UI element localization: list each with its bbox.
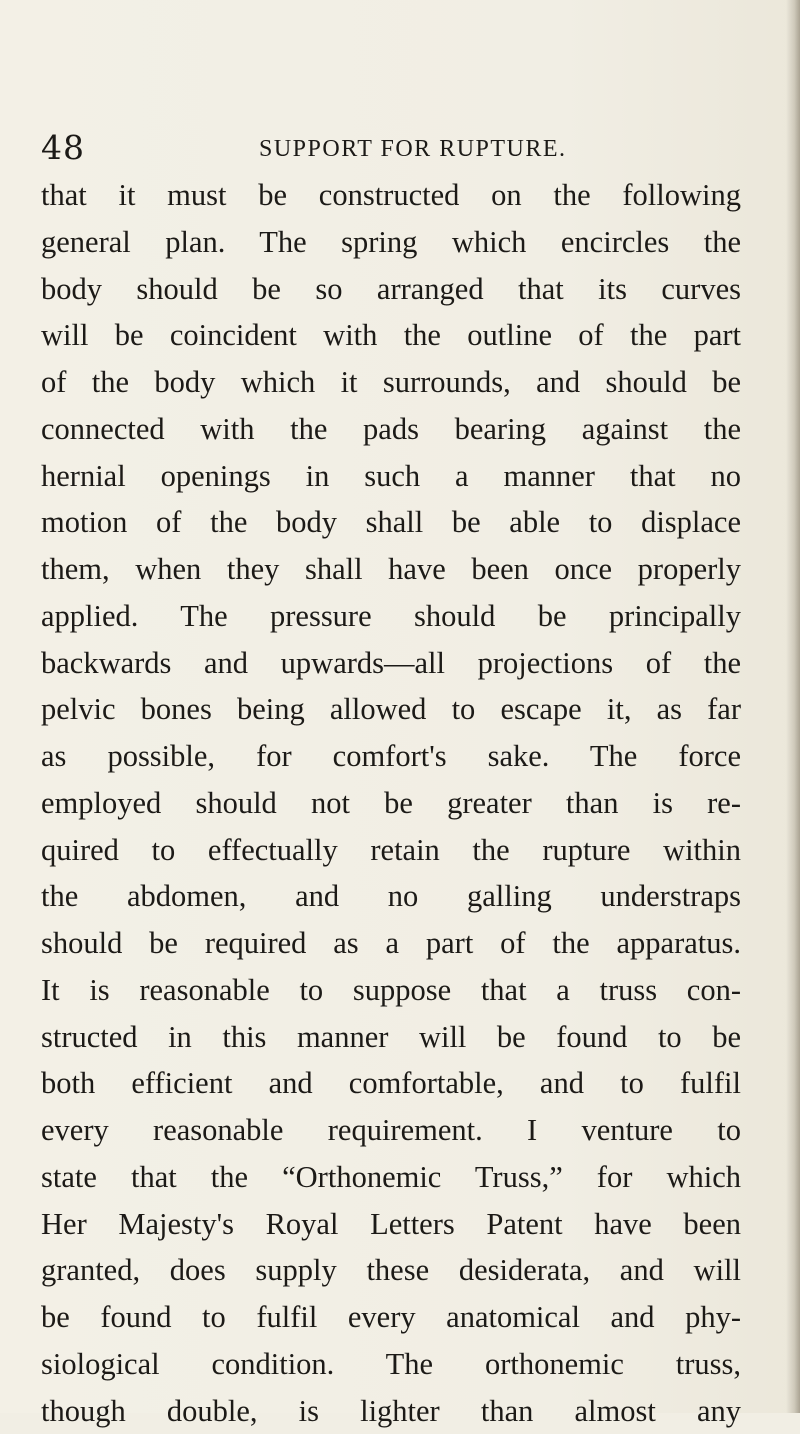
text-line: quired to effectually retain the rupture within bbox=[41, 827, 741, 874]
text-line: structed in this manner will be found to be bbox=[41, 1014, 741, 1061]
page-edge-shadow bbox=[786, 0, 800, 1413]
text-line: the abdomen, and no galling understraps bbox=[41, 873, 741, 920]
text-line: It is reasonable to suppose that a truss con- bbox=[41, 967, 741, 1014]
text-line: as possible, for comfort's sake. The force bbox=[41, 733, 741, 780]
text-line: backwards and upwards—all projections of the bbox=[41, 640, 741, 687]
text-line: siological condition. The orthonemic truss, bbox=[41, 1341, 741, 1388]
text-line: general plan. The spring which encircles the bbox=[41, 219, 741, 266]
text-line: applied. The pressure should be principally bbox=[41, 593, 741, 640]
page-number: 48 bbox=[41, 128, 85, 167]
text-line: be found to fulfil every anatomical and phy- bbox=[41, 1294, 741, 1341]
text-line: that it must be constructed on the following bbox=[41, 172, 741, 219]
running-head: SUPPORT FOR RUPTURE. bbox=[259, 136, 567, 163]
text-line: body should be so arranged that its curves bbox=[41, 266, 741, 313]
text-line: should be required as a part of the apparatus. bbox=[41, 920, 741, 967]
text-line: though double, is lighter than almost any bbox=[41, 1388, 741, 1434]
text-line: granted, does supply these desiderata, and will bbox=[41, 1247, 741, 1294]
text-line: motion of the body shall be able to displace bbox=[41, 499, 741, 546]
text-line: Her Majesty's Royal Letters Patent have been bbox=[41, 1201, 741, 1248]
page-header bbox=[41, 128, 741, 168]
text-line: both efficient and comfortable, and to fulfil bbox=[41, 1060, 741, 1107]
text-line: state that the “Orthonemic Truss,” for which bbox=[41, 1154, 741, 1201]
text-line: connected with the pads bearing against the bbox=[41, 406, 741, 453]
text-line: pelvic bones being allowed to escape it, as far bbox=[41, 686, 741, 733]
text-line: every reasonable requirement. I venture to bbox=[41, 1107, 741, 1154]
text-line: of the body which it surrounds, and should be bbox=[41, 359, 741, 406]
text-line: employed should not be greater than is re- bbox=[41, 780, 741, 827]
body-text bbox=[41, 172, 741, 1434]
text-line: hernial openings in such a manner that no bbox=[41, 453, 741, 500]
text-line: will be coincident with the outline of the part bbox=[41, 312, 741, 359]
text-line: them, when they shall have been once properly bbox=[41, 546, 741, 593]
